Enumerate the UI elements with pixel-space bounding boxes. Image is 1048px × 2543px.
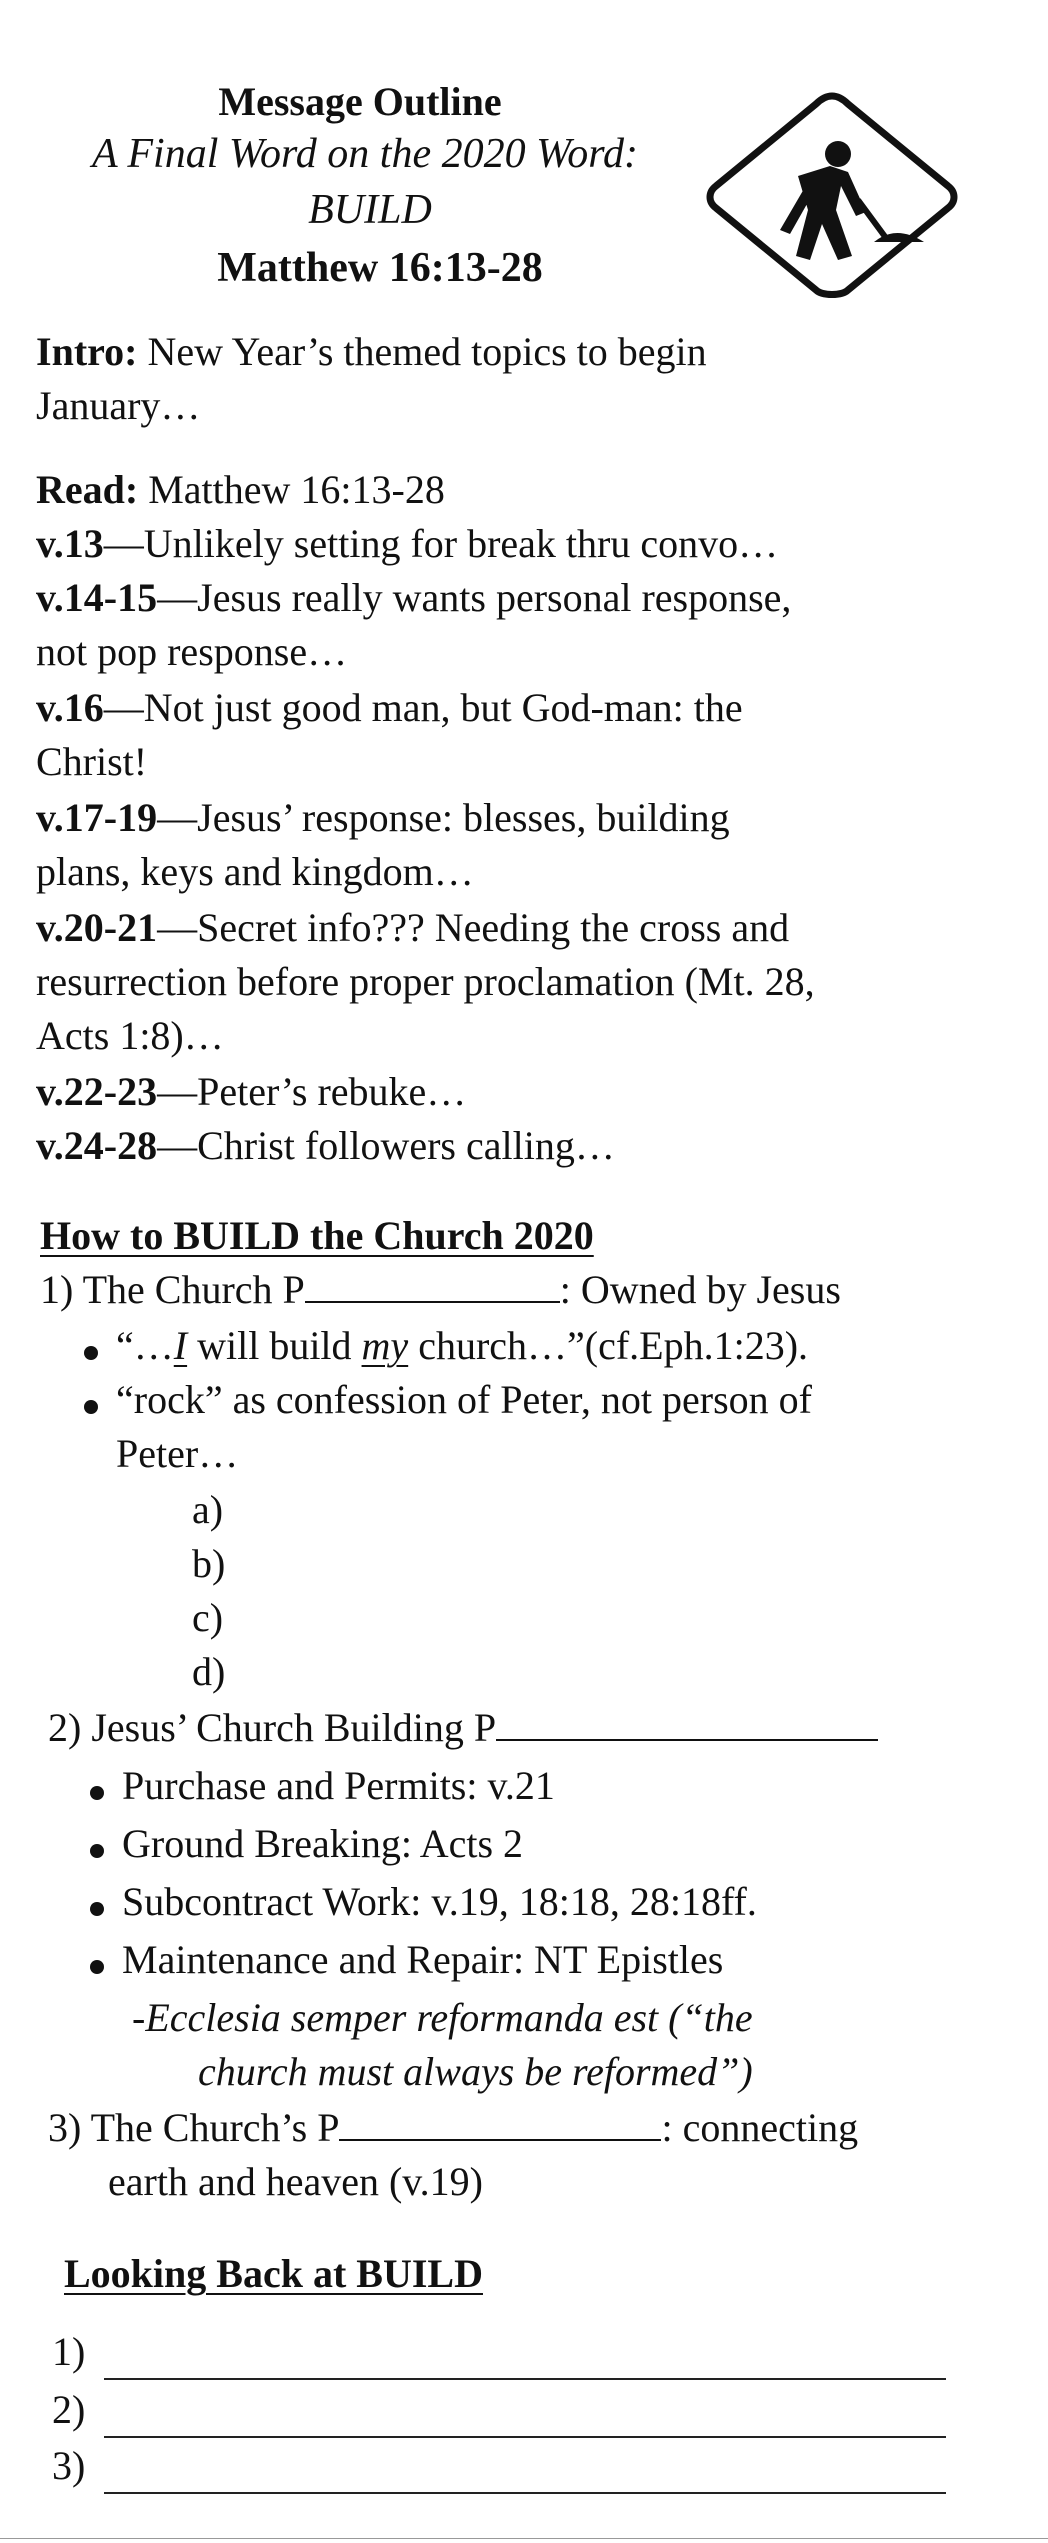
looking-back-heading: Looking Back at BUILD xyxy=(64,2251,483,2296)
how-to-build-heading: How to BUILD the Church 2020 xyxy=(40,1213,594,1258)
bullet-rock-line-2: Peter… xyxy=(116,1431,239,1476)
verse-text: Jesus’ response: blesses, building xyxy=(197,795,730,840)
bullet-icon xyxy=(90,1902,104,1916)
bullet-icon xyxy=(90,1844,104,1858)
verse-text: Jesus really wants personal response, xyxy=(197,575,792,620)
verse-dash: — xyxy=(103,685,144,730)
verse-text: Unlikely setting for break thru convo… xyxy=(143,521,779,566)
page-bottom-edge xyxy=(0,2538,1048,2539)
fill-in-blank xyxy=(496,1739,878,1741)
point-1-suffix: : Owned by Jesus xyxy=(559,1267,841,1312)
scripture-reference: Matthew 16:13-28 xyxy=(217,245,543,291)
construction-worker-digging-icon xyxy=(698,88,966,306)
point-2-prefix: 2) Jesus’ Church Building P xyxy=(48,1705,497,1750)
bullet-icon xyxy=(90,1960,104,1974)
read-text: Matthew 16:13-28 xyxy=(148,467,445,512)
quote-mid: will build xyxy=(187,1323,362,1368)
verse-text-continued: Christ! xyxy=(36,739,148,784)
verse-item xyxy=(36,572,791,624)
verse-text: Not just good man, but God-man: the xyxy=(143,685,743,730)
verse-text: Secret info??? Needing the cross and xyxy=(197,905,790,950)
sub-item: d) xyxy=(192,1649,226,1694)
point-1-line xyxy=(40,1264,841,1316)
looking-back-number: 2) xyxy=(52,2387,86,2432)
read-line xyxy=(36,464,445,516)
looking-back-number: 1) xyxy=(52,2329,86,2374)
verse-item xyxy=(36,1120,615,1172)
answer-line xyxy=(104,2436,946,2438)
page-title: Message Outline xyxy=(218,79,502,124)
verse-text-continued: plans, keys and kingdom… xyxy=(36,849,474,894)
verse-item xyxy=(36,792,730,844)
quote-emphasis-i: I xyxy=(173,1323,188,1368)
quote-end: church…”(cf.Eph.1:23). xyxy=(408,1323,809,1368)
point-3-prefix: 3) The Church’s P xyxy=(48,2105,340,2150)
latin-motto-line-2: church must always be reformed”) xyxy=(198,2049,753,2094)
bullet-icon xyxy=(84,1346,98,1360)
verse-dash: — xyxy=(157,905,198,950)
quote-open: “… xyxy=(116,1323,174,1368)
verse-ref: v.13 xyxy=(36,521,104,566)
bullet-rock-line-1: “rock” as confession of Peter, not person of xyxy=(116,1377,812,1422)
intro-line-2: January… xyxy=(36,383,201,428)
quote-emphasis-my: my xyxy=(361,1323,409,1368)
verse-item xyxy=(36,902,789,954)
point-1-prefix: 1) The Church P xyxy=(40,1267,305,1312)
bullet-building-step: Maintenance and Repair: NT Epistles xyxy=(122,1937,724,1982)
bullet-icon xyxy=(84,1400,98,1414)
latin-motto-line-1: -Ecclesia semper reformanda est (“the xyxy=(132,1995,753,2040)
verse-text-continued: not pop response… xyxy=(36,629,348,674)
verse-ref: v.16 xyxy=(36,685,104,730)
verse-dash: — xyxy=(103,521,144,566)
verse-ref: v.14-15 xyxy=(36,575,158,620)
read-label: Read: xyxy=(36,467,139,512)
verse-item xyxy=(36,1066,466,1118)
sub-item: b) xyxy=(192,1541,226,1586)
point-3-line-2: earth and heaven (v.19) xyxy=(108,2159,483,2204)
message-subtitle: A Final Word on the 2020 Word: xyxy=(91,131,639,177)
verse-item xyxy=(36,518,778,570)
message-subtitle-word: BUILD xyxy=(308,187,432,233)
verse-dash: — xyxy=(157,1123,198,1168)
verse-dash: — xyxy=(157,575,198,620)
bullet-quote-line xyxy=(116,1320,808,1372)
looking-back-number: 3) xyxy=(52,2443,86,2488)
intro-line-1 xyxy=(36,326,707,378)
intro-label: Intro: xyxy=(36,329,138,374)
point-2-line xyxy=(48,1702,878,1754)
point-3-line xyxy=(48,2102,858,2154)
bullet-building-step: Purchase and Permits: v.21 xyxy=(122,1763,555,1808)
intro-text: New Year’s themed topics to begin xyxy=(147,329,707,374)
sub-item: c) xyxy=(192,1595,224,1640)
verse-dash: — xyxy=(157,1069,198,1114)
verse-ref: v.24-28 xyxy=(36,1123,158,1168)
verse-ref: v.17-19 xyxy=(36,795,158,840)
bullet-building-step: Subcontract Work: v.19, 18:18, 28:18ff. xyxy=(122,1879,757,1924)
fill-in-blank xyxy=(305,1301,560,1303)
verse-ref: v.20-21 xyxy=(36,905,158,950)
bullet-icon xyxy=(90,1786,104,1800)
verse-text-continued: resurrection before proper proclamation (Mt. 28, xyxy=(36,959,815,1004)
answer-line xyxy=(104,2492,946,2494)
answer-line xyxy=(104,2378,946,2380)
verse-item xyxy=(36,682,743,734)
verse-ref: v.22-23 xyxy=(36,1069,158,1114)
verse-dash: — xyxy=(157,795,198,840)
point-3-suffix: : connecting xyxy=(661,2105,859,2150)
sub-item: a) xyxy=(192,1487,224,1532)
fill-in-blank xyxy=(339,2139,661,2141)
verse-text: Christ followers calling… xyxy=(197,1123,615,1168)
bullet-building-step: Ground Breaking: Acts 2 xyxy=(122,1821,524,1866)
verse-text-continued: Acts 1:8)… xyxy=(36,1013,224,1058)
verse-text: Peter’s rebuke… xyxy=(197,1069,467,1114)
